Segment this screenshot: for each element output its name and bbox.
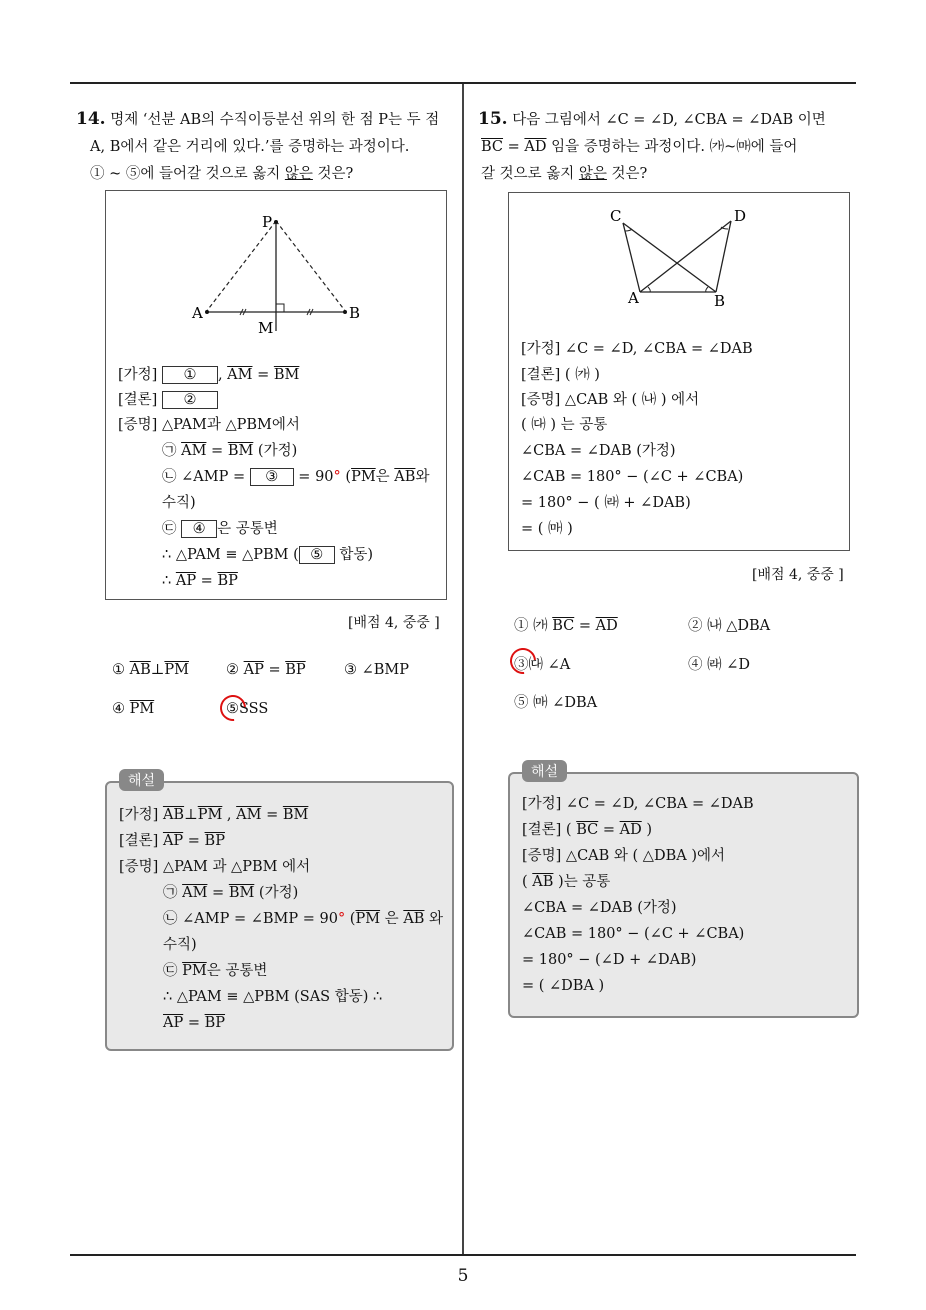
q14-sol-line9: $\overline{AP} = \overline{BP}$ [163, 1015, 226, 1031]
bottom-rule [70, 1254, 856, 1256]
q14-label-p: P [262, 213, 273, 231]
q15-number: 15. [478, 109, 508, 129]
q15-choice-3[interactable]: ③㈐ ∠A [514, 657, 571, 673]
page-number: 5 [457, 1266, 469, 1286]
q14-sol-line8: ∴ △PAM ≡ △PBM (SAS 합동) ∴ [163, 989, 383, 1005]
q14-answer-circle-mark [215, 690, 252, 727]
q14-sol-line3: [증명] △PAM 과 △PBM 에서 [119, 859, 311, 875]
q15-choice-2[interactable]: ② ㈏ △DBA [688, 618, 771, 634]
q14-choice-3[interactable]: ③ ∠BMP [344, 662, 410, 678]
q14-label-m: M [258, 319, 274, 337]
q15-choice-1[interactable]: ① ㈎ $\overline{BC} = \overline{AD}$ [514, 618, 618, 634]
q14-choice-5[interactable]: ⑤SSS [226, 701, 269, 717]
q15-label-c: C [610, 207, 622, 225]
q15-sol-line7: = 180° − (∠D + ∠DAB) [522, 952, 697, 968]
q15-choice-4[interactable]: ④ ㈑ ∠D [688, 657, 750, 673]
q15-stem [478, 106, 862, 188]
column-separator [462, 84, 464, 1254]
q14-blank-1: ① [162, 366, 218, 384]
q15-sol-line2: [결론] ( $\overline{BC} = \overline{AD}$ ) [522, 822, 652, 838]
q14-proof-line9: ∴ $\overline{AP} = \overline{BP}$ [162, 573, 238, 589]
q15-proof-line5: ∠CBA = ∠DAB (가정) [521, 443, 676, 459]
q15-proof-box [508, 192, 850, 551]
q15-score: [배점 4, 중중 ] [752, 567, 844, 583]
q15-figure [509, 193, 849, 313]
q15-proof-line2: [결론] ( ㈎ ) [521, 367, 600, 383]
q14-blank-5: ⑤ [299, 546, 335, 564]
q14-sol-line2: [결론] $\overline{AP} = \overline{BP}$ [119, 833, 225, 849]
q15-sol-line6: ∠CAB = 180° − (∠C + ∠CBA) [522, 926, 745, 942]
q15-solution-box [508, 772, 859, 1018]
q15-label-b: B [714, 292, 726, 310]
q14-blank-3: ③ [250, 468, 294, 486]
q14-sol-line1: [가정] $\overline{AB}\perp\overline{PM}$ , $\overline{AM} = \overline{BM}$ [119, 807, 309, 823]
q15-stem-line2: $\overline{BC} = \overline{AD}$ 임을 증명하는 과정이다. ㈎~㈒에 들어 [481, 139, 798, 155]
q14-proof-line3: [증명] △PAM과 △PBM에서 [118, 417, 300, 433]
q14-proof-line2: [결론] ② [118, 390, 218, 410]
q15-label-d: D [734, 207, 747, 225]
q14-proof-line6: 수직) [162, 495, 196, 511]
q14-choice-4[interactable]: ④ $\overline{PM}$ [112, 701, 155, 717]
q15-proof-line4: ( ㈐ ) 는 공통 [521, 417, 608, 433]
q15-proof-line7: = 180° − ( ㈑ + ∠DAB) [521, 495, 691, 511]
q15-stem-line1: 다음 그림에서 ∠C = ∠D, ∠CBA = ∠DAB 이면 [512, 112, 826, 128]
q14-blank-4: ④ [181, 520, 217, 538]
q15-sol-line8: = ( ∠DBA ) [522, 978, 605, 994]
q14-blank-2: ② [162, 391, 218, 409]
q15-proof-line6: ∠CAB = 180° − (∠C + ∠CBA) [521, 469, 744, 485]
q14-score: [배점 4, 중중 ] [348, 615, 440, 631]
q15-sol-line1: [가정] ∠C = ∠D, ∠CBA = ∠DAB [522, 796, 754, 812]
q15-solution-tag: 해설 [522, 760, 567, 782]
q15-sol-line5: ∠CBA = ∠DAB (가정) [522, 900, 677, 916]
q14-label-b: B [349, 304, 361, 322]
q14-stem-line2: A, B에서 같은 거리에 있다.’를 증명하는 과정이다. [90, 139, 410, 155]
q15-sol-line3: [증명] △CAB 와 ( △DBA )에서 [522, 848, 725, 864]
q14-choice-2[interactable]: ② $\overline{AP} = \overline{BP}$ [226, 662, 306, 678]
q15-choice-5[interactable]: ⑤ ㈒ ∠DBA [514, 695, 598, 711]
q14-proof-line5: ㉡ ∠AMP = ③ = 90° ($\overline{PM}$은 $\overline{AB}$와 [162, 469, 430, 485]
q14-figure [106, 191, 446, 341]
q15-sol-line4: ( $\overline{AB}$ )는 공통 [522, 874, 611, 890]
q14-sol-line6: 수직) [163, 937, 197, 953]
q14-stem-line1: 명제 ‘선분 AB의 수직이등분선 위의 한 점 P는 두 점 [110, 112, 440, 128]
q15-proof-line8: = ( ㈒ ) [521, 521, 573, 537]
q14-sol-line4: ㉠ $\overline{AM} = \overline{BM}$ (가정) [163, 885, 299, 901]
q14-proof-line1: [가정] ① , $\overline{AM} = \overline{BM}$ [118, 367, 300, 383]
q15-proof-line3: [증명] △CAB 와 ( ㈏ ) 에서 [521, 392, 700, 408]
q14-stem-line3: ① ~ ⑤에 들어갈 것으로 옳지 않은 것은? [90, 166, 354, 182]
q14-proof-line8: ∴ △PAM ≡ △PBM ( ⑤ 합동) [162, 547, 374, 563]
q14-sol-line7: ㉢ $\overline{PM}$은 공통변 [163, 963, 268, 979]
q14-proof-line7: ㉢ ④ 은 공통변 [162, 521, 278, 537]
q14-label-a: A [192, 304, 203, 322]
q14-proof-box [105, 190, 447, 600]
q15-label-a: A [628, 289, 639, 307]
q14-number: 14. [76, 109, 106, 129]
q14-solution-box [105, 781, 454, 1051]
q14-sol-line5: ㉡ ∠AMP = ∠BMP = 90° ($\overline{PM}$ 은 $\overline{AB}$ 와 [163, 911, 444, 927]
q14-solution-tag: 해설 [119, 769, 164, 791]
q15-stem-line3: 갈 것으로 옳지 않은 것은? [481, 166, 648, 182]
q14-proof-line4: ㉠ $\overline{AM} = \overline{BM}$ (가정) [162, 443, 298, 459]
q15-proof-line1: [가정] ∠C = ∠D, ∠CBA = ∠DAB [521, 341, 753, 357]
q14-choice-1[interactable]: ① $\overline{AB}\perp\overline{PM}$ [112, 662, 189, 678]
q14-stem [76, 106, 460, 188]
